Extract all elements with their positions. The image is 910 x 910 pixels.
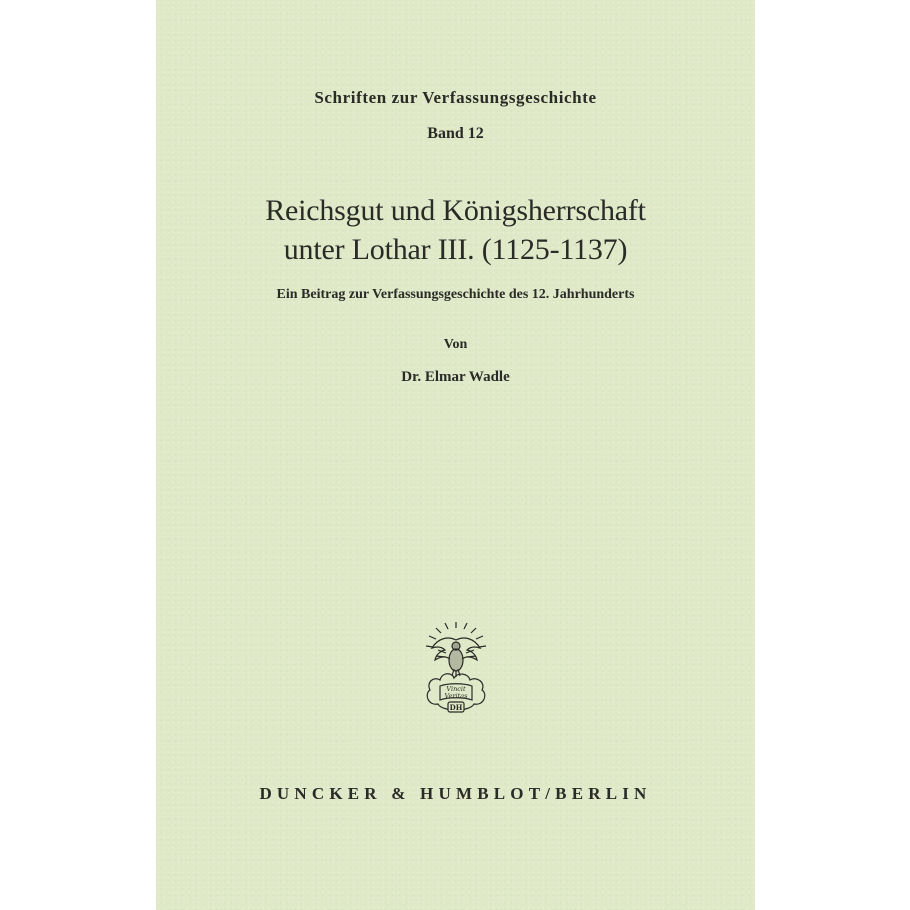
series-title: Schriften zur Verfassungsgeschichte [314,88,597,107]
logo-motto-line-2: Veritas [444,692,468,700]
logo-motto-line-1: Vincit [446,685,466,693]
eagle-emblem-icon [418,620,494,720]
by-label: Von [443,337,468,352]
book-title-line-1: Reichsgut und Königsherrschaft [265,194,646,227]
logo-monogram: DH [449,703,463,712]
book-cover [156,0,755,910]
book-subtitle: Ein Beitrag zur Verfassungsgeschichte des 12. Jahrhunderts [276,287,635,302]
author-name: Dr. Elmar Wadle [401,369,510,385]
publisher-imprint: DUNCKER & HUMBLOT/BERLIN [259,784,652,803]
volume-number: Band 12 [427,125,484,142]
book-title-line-2: unter Lothar III. (1125-1137) [283,233,628,266]
